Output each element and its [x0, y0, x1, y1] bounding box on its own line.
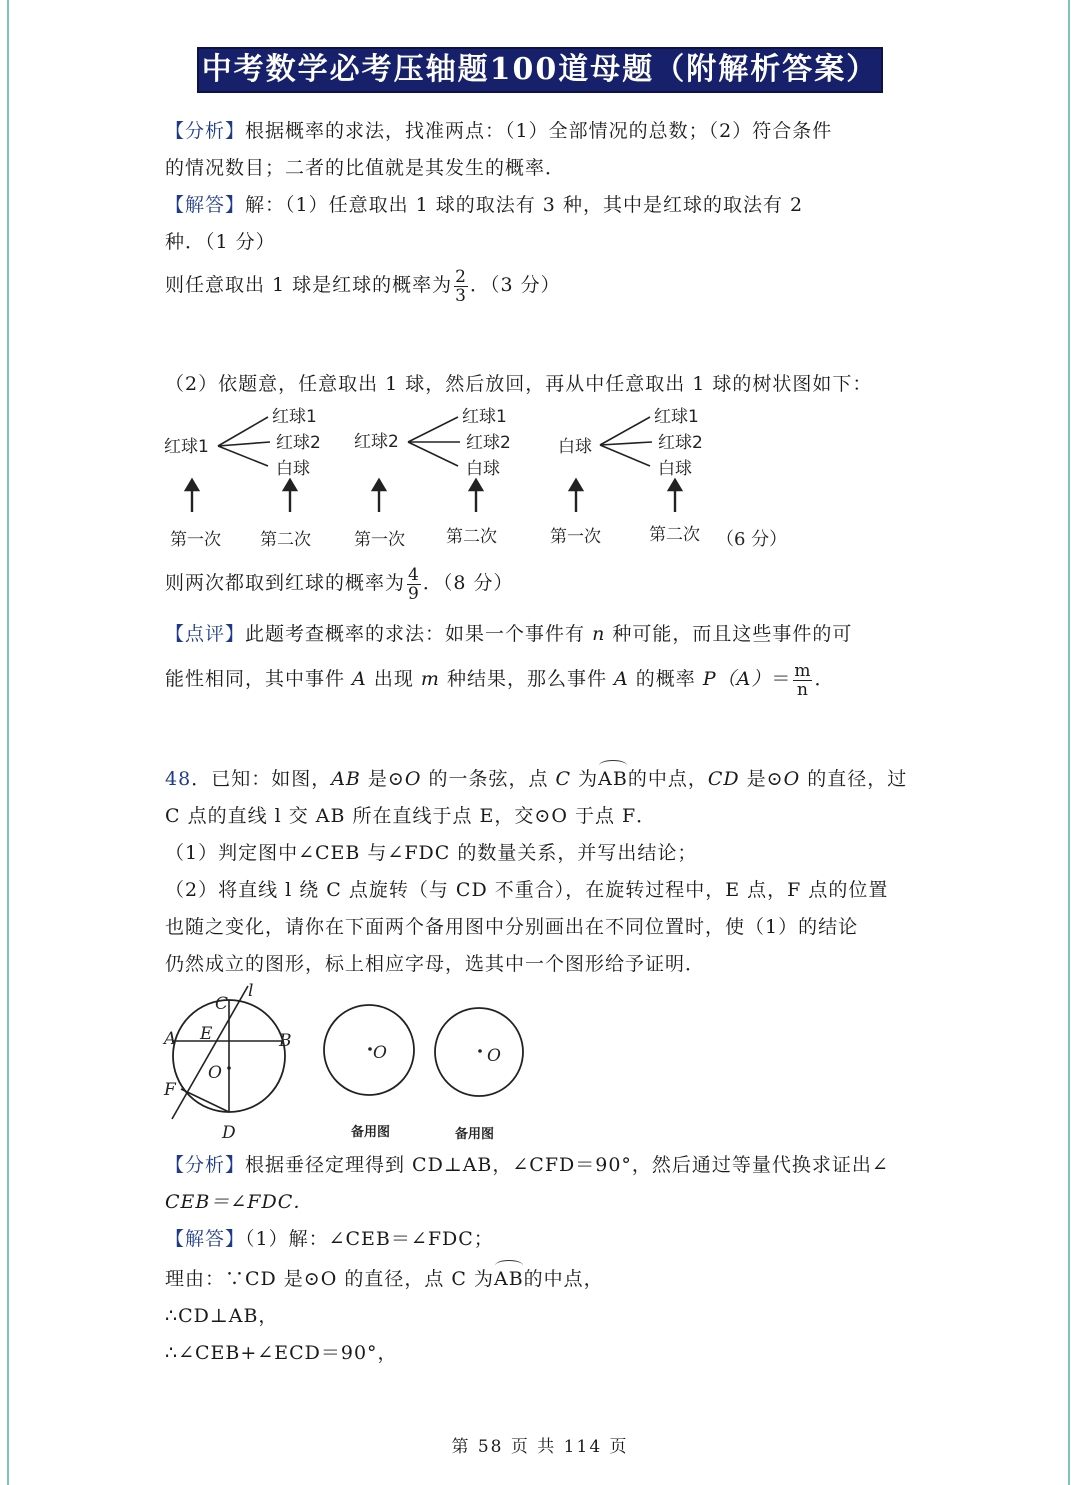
label-o: O [208, 1063, 222, 1083]
tree-leaf-3-1: 红球1 [654, 407, 699, 427]
tree-leaf-1-2: 红球2 [276, 433, 321, 453]
tree-arrows [186, 480, 681, 512]
analysis-tag: 【分析】 [165, 120, 246, 142]
label-c: C [215, 994, 229, 1014]
arc-ab-2: AB [493, 1268, 524, 1290]
question-number: 48 [165, 768, 192, 790]
label-f: F [164, 1080, 176, 1100]
tree-leaf-1-1: 红球1 [272, 407, 317, 427]
comment-tag: 【点评】 [165, 623, 246, 645]
answer-line-1: 【解答】解：（1）任意取出 1 球的取法有 3 种，其中是红球的取法有 2 [165, 194, 804, 216]
tree-leaf-3-3: 白球 [658, 459, 692, 479]
tree-leaf-1-3: 白球 [276, 459, 310, 479]
label-a: A [164, 1029, 177, 1049]
tree-group-3 [558, 407, 703, 479]
label-l: l [248, 982, 254, 1001]
answer-line-2: 种．（1 分） [165, 231, 276, 253]
analysis-line-1: 【分析】根据概率的求法，找准两点：（1）全部情况的总数；（2）符合条件 [165, 120, 833, 142]
page-footer: 第 58 页 共 114 页 [451, 1437, 629, 1457]
spare-figure-2 [430, 1000, 534, 1145]
tree-diagram [160, 400, 800, 560]
comment-line-1: 【点评】此题考查概率的求法：如果一个事件有 n 种可能，而且这些事件的可 [165, 623, 853, 645]
arc-ab: AB [598, 768, 628, 790]
q48-analysis-line-2: CEB＝∠FDC． [165, 1191, 314, 1213]
spare-1-caption: 备用图 [351, 1125, 391, 1140]
q48-reason-line: 理由：∵CD 是⊙O 的直径，点 C 为AB的中点， [165, 1268, 604, 1290]
spare-1-o: O [373, 1043, 387, 1063]
q48-line-6: 仍然成立的图形，标上相应字母，选其中一个图形给予证明． [165, 953, 706, 975]
spare-figure-1 [318, 1000, 422, 1145]
q48-analysis-line-1: 【分析】根据垂径定理得到 CD⊥AB，∠CFD＝90°，然后通过等量代换求证出∠ [165, 1154, 889, 1176]
page-title-banner: 中考数学必考压轴题100道母题（附解析答案） [197, 47, 883, 93]
q48-line-2: C 点的直线 l 交 AB 所在直线于点 E，交⊙O 于点 F． [165, 805, 657, 827]
q48-analysis-tag: 【分析】 [165, 1154, 246, 1176]
page-border-left [7, 0, 9, 1485]
probability-1-line: 则任意取出 1 球是红球的概率为 $\frac{2}{3}$ ．（3 分） [165, 266, 561, 306]
tree-group-1 [164, 407, 321, 479]
fraction-4-9: $\frac{4}{9}$ [408, 564, 420, 604]
tree-label-first-2: 第一次 [354, 530, 405, 550]
tree-label-first-1: 第一次 [170, 530, 221, 550]
q48-step-2: ∴∠CEB+∠ECD＝90°， [165, 1342, 398, 1364]
tree-leaf-3-2: 红球2 [658, 433, 703, 453]
tree-root-2: 红球2 [354, 432, 399, 452]
circle-figure [160, 982, 300, 1144]
tree-leaf-2-2: 红球2 [466, 433, 511, 453]
label-e: E [200, 1024, 213, 1044]
tree-label-second-3: 第二次 [649, 525, 700, 545]
tree-root-1: 红球1 [164, 437, 209, 457]
spare-2-o: O [487, 1046, 501, 1066]
q48-line-4: （2）将直线 l 绕 C 点旋转（与 CD 不重合），在旋转过程中，E 点，F 点的位置 [165, 879, 889, 901]
tree-group-2 [354, 407, 511, 479]
q48-line-5: 也随之变化，请你在下面两个备用图中分别画出在不同位置时，使（1）的结论 [165, 916, 859, 938]
label-b: B [279, 1031, 292, 1051]
q48-step-1: ∴CD⊥AB， [165, 1305, 279, 1327]
part2-line: （2）依题意，任意取出 1 球，然后放回，再从中任意取出 1 球的树状图如下： [165, 373, 873, 395]
tree-label-second-2: 第二次 [446, 527, 497, 547]
page-border-right [1068, 0, 1070, 1485]
q48-answer-line-1: 【解答】（1）解：∠CEB＝∠FDC； [165, 1228, 494, 1250]
q48-answer-tag: 【解答】 [165, 1228, 246, 1250]
answer-tag: 【解答】 [165, 194, 246, 216]
fraction-2-3: $\frac{2}{3}$ [455, 266, 467, 306]
tree-label-second-1: 第二次 [260, 530, 311, 550]
tree-score: （6 分） [716, 529, 788, 550]
analysis-line-2: 的情况数目；二者的比值就是其发生的概率． [165, 157, 566, 179]
label-d: D [222, 1123, 236, 1143]
spare-2-caption: 备用图 [455, 1127, 495, 1142]
comment-line-2: 能性相同，其中事件 A 出现 m 种结果，那么事件 A 的概率 P（A）＝ $\frac{m}{n}$ ． [165, 660, 835, 700]
tree-label-first-3: 第一次 [550, 527, 601, 547]
q48-line-1: 48．已知：如图，AB 是⊙O 的一条弦，点 C 为AB的中点，CD 是⊙O 的直径，过 [165, 768, 908, 790]
tree-leaf-2-1: 红球1 [462, 407, 507, 427]
probability-2-line: 则两次都取到红球的概率为 $\frac{4}{9}$ ．（8 分） [165, 564, 514, 604]
tree-root-3: 白球 [558, 437, 592, 457]
q48-line-3: （1）判定图中∠CEB 与∠FDC 的数量关系，并写出结论； [165, 842, 698, 864]
fraction-m-n: $\frac{m}{n}$ [794, 660, 812, 700]
tree-leaf-2-3: 白球 [466, 459, 500, 479]
